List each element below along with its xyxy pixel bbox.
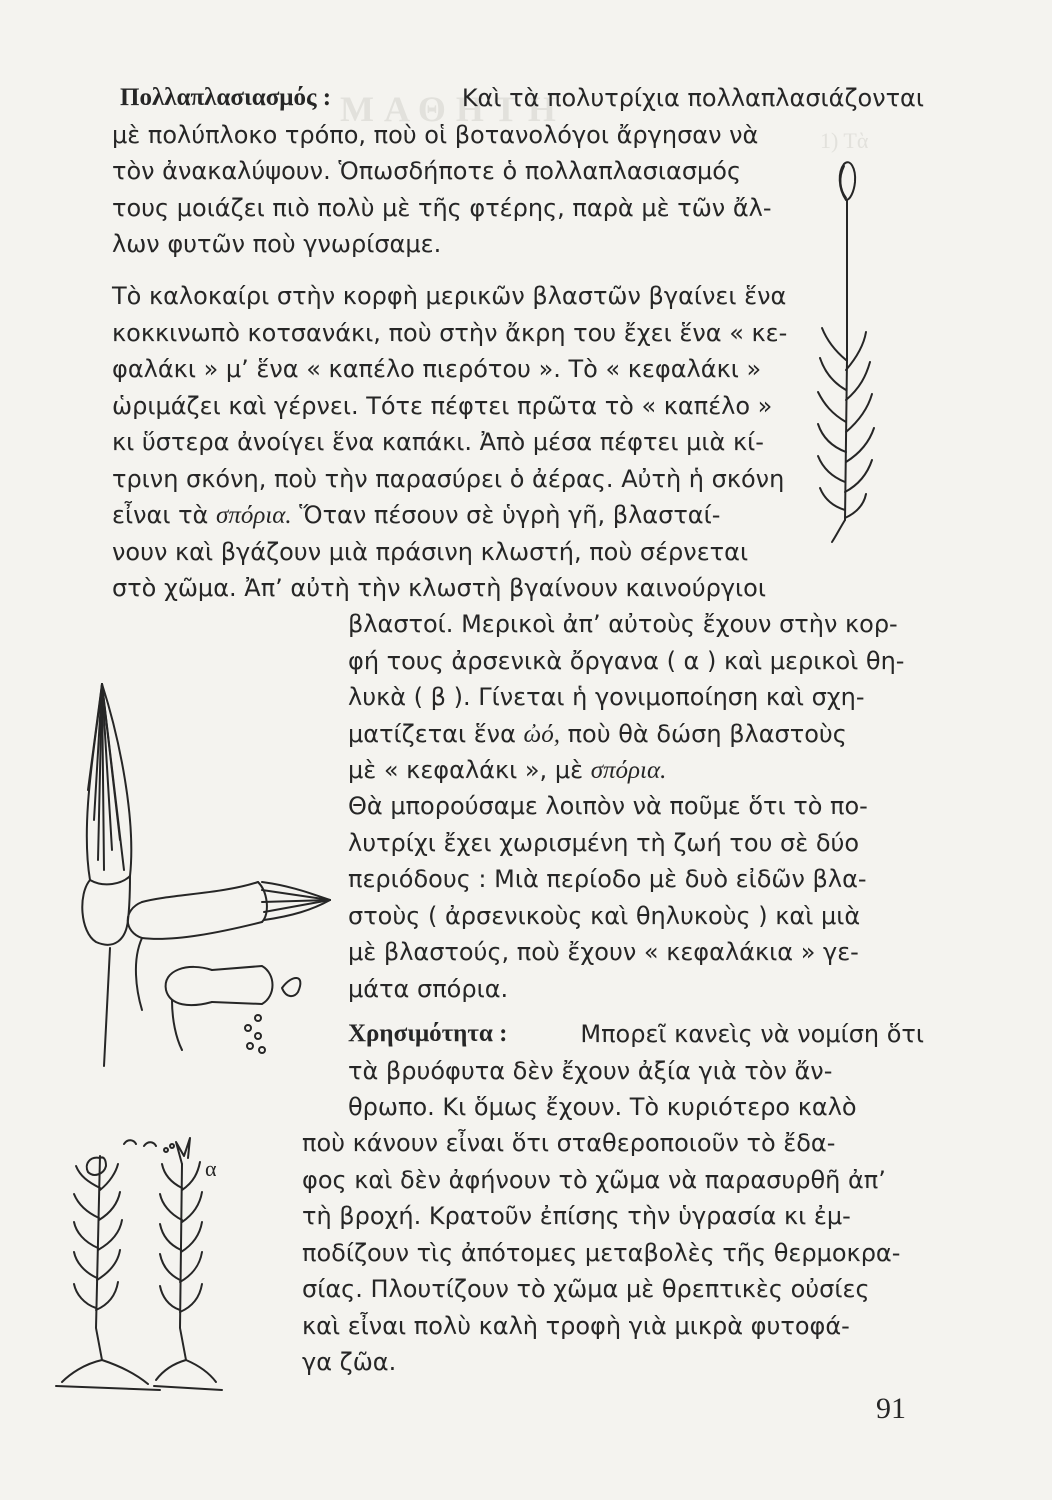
bleed-through-line: 1) Τὰ (820, 128, 869, 153)
text-line: λυτρίχι ἔχει χωρισμένη τὴ ζωή του σὲ δύο (348, 828, 860, 857)
text-line: στοὺς ( ἀρσενικοὺς καὶ θηλυκοὺς ) καὶ μιὰ (348, 901, 861, 930)
text-line: νουν καὶ βγάζουν μιὰ πράσινη κλωστή, ποὺ σέρνεται (112, 537, 749, 566)
page-number: 91 (876, 1392, 906, 1425)
text-line: ποδίζουν τὶς ἀπότομες μεταβολὲς τῆς θερμοκρα- (302, 1238, 901, 1267)
text-line: μὲ πολύπλοκο τρόπο, ποὺ οἱ βοτανολόγοι ἄργησαν νὰ (112, 120, 759, 149)
text-line: φος καὶ δὲν ἀφήνουν τὸ χῶμα νὰ παρασυρθῆ ἀπ’ (302, 1165, 886, 1194)
text-line: σίας. Πλουτίζουν τὸ χῶμα μὲ θρεπτικὲς οὐσίες (302, 1275, 870, 1303)
text-line: ματίζεται ἕνα ὠό, ποὺ θὰ δώση βλαστοὺς (348, 719, 847, 748)
figure-label-alpha: α (205, 1156, 217, 1181)
text-line: βλαστοί. Μερικοὶ ἀπ’ αὐτοὺς ἔχουν στὴν κορ- (348, 610, 898, 638)
text-line: καὶ εἶναι πολὺ καλὴ τροφὴ γιὰ μικρὰ φυτοφά- (302, 1311, 850, 1340)
text-line: Καὶ τὰ πολυτρίχια πολλαπλασιάζονται (461, 84, 924, 112)
section-life-cycle (348, 788, 924, 1007)
moss-stalk-illustration (800, 160, 900, 560)
text-line: τὸν ἀνακαλύψουν. Ὁπωσδήποτε ὁ πολλαπλασιασμός (112, 157, 742, 185)
text-line: εἶναι τὰ σπόρια. Ὅταν πέσουν σὲ ὑγρὴ γῆ, βλασταί- (112, 501, 721, 529)
heading-reproduction: Πολλαπλασιασμός : (120, 84, 332, 111)
text-line: φαλάκι » μ’ ἕνα « καπέλο πιερότου ». Τὸ « κεφαλάκι » (112, 355, 762, 383)
term-egg: ὠό, (523, 720, 560, 748)
text-line: λυκὰ ( β ). Γίνεται ἡ γονιμοποίηση καὶ σχη- (348, 683, 865, 711)
text-line: τὴ βροχή. Κρατοῦν ἐπίσης τὴν ὑγρασία κι ἐμ- (302, 1202, 851, 1230)
text-line: Τὸ καλοκαίρι στὴν κορφὴ μερικῶν βλαστῶν βγαίνει ἕνα (112, 282, 787, 310)
text-line: μὲ βλαστούς, ποὺ ἔχουν « κεφαλάκια » γε- (348, 938, 859, 966)
section-sporangium-continued (348, 606, 924, 789)
text-line: θρωπο. Κι ὅμως ἔχουν. Τὸ κυριότερο καλὸ (348, 1093, 857, 1121)
text-line: τους μοιάζει πιὸ πολὺ μὲ τῆς φτέρης, παρὰ μὲ τῶν ἄλ- (112, 193, 772, 222)
text-line: τὰ βρυόφυτα δὲν ἔχουν ἀξία γιὰ τὸν ἄν- (348, 1056, 833, 1085)
text-line: τρινη σκόνη, ποὺ τὴν παρασύρει ὁ ἀέρας. Αὐτὴ ἡ σκόνη (112, 464, 785, 493)
section-usefulness (348, 1016, 924, 1126)
term-spores: σπόρια. (590, 757, 667, 784)
text-line: μὲ « κεφαλάκι », μὲ σπόρια. (348, 756, 667, 784)
text-line: κι ὕστερα ἀνοίγει ἕνα καπάκι. Ἀπὸ μέσα πέφτει μιὰ κί- (112, 428, 764, 456)
text-line: γα ζῶα. (302, 1348, 397, 1376)
text-line: ποὺ κάνουν εἶναι ὅτι σταθεροποιοῦν τὸ ἔδα- (302, 1129, 836, 1157)
text-line: Θὰ μπορούσαμε λοιπὸν νὰ ποῦμε ὅτι τὸ πο- (348, 792, 868, 820)
text-line: φή τους ἀρσενικὰ ὄργανα ( α ) καὶ μερικοὶ θη- (348, 646, 905, 675)
heading-usefulness: Χρησιμότητα : (348, 1020, 508, 1047)
section-sporangium (112, 278, 792, 607)
bleed-through-title: ΜΑΘΗΤΗ (340, 89, 566, 129)
moss-shoots-illustration (44, 1128, 254, 1398)
text-line: Μπορεῖ κανεὶς νὰ νομίση ὅτι (580, 1020, 924, 1048)
term-spores: σπόρια. (215, 502, 292, 529)
text-line: ὡριμάζει καὶ γέρνει. Τότε πέφτει πρῶτα τὸ « καπέλο » (112, 391, 773, 420)
text-line: περιόδους : Μιὰ περίοδο μὲ δυὸ εἰδῶν βλα- (348, 865, 867, 893)
capsule-stages-illustration (62, 670, 352, 1070)
text-line: μάτα σπόρια. (348, 974, 509, 1003)
section-usefulness-continued (302, 1125, 924, 1381)
text-line: λων φυτῶν ποὺ γνωρίσαμε. (112, 230, 442, 258)
text-line: στὸ χῶμα. Ἀπ’ αὐτὴ τὴν κλωστὴ βγαίνουν καινούργιοι (112, 574, 766, 602)
text-line: κοκκινωπὸ κοτσανάκι, ποὺ στὴν ἄκρη του ἔχει ἕνα « κε- (112, 318, 788, 347)
